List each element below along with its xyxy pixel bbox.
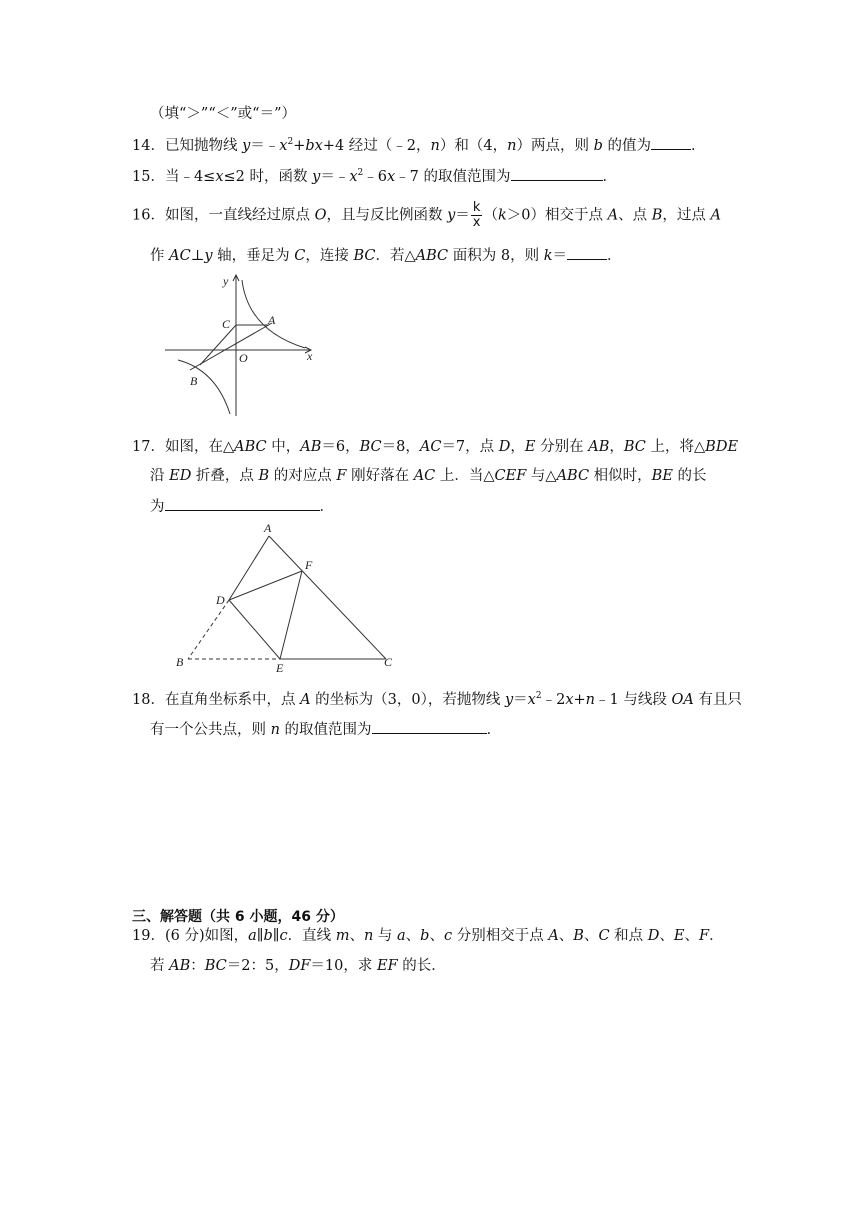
- q19-text: 、: [405, 928, 421, 944]
- var-C: C: [598, 928, 610, 944]
- q19-text: 、: [349, 928, 364, 944]
- q19-text: 、: [684, 928, 700, 944]
- var-BC: BC: [204, 958, 227, 974]
- q14-plus: +: [293, 138, 306, 154]
- var-D: D: [647, 928, 660, 944]
- q18-text: 的坐标为（3，0），若抛物线: [310, 692, 505, 708]
- var-b: b: [263, 928, 273, 944]
- parallel-symbol: ∥: [256, 928, 264, 944]
- q18-eq: ＝: [513, 692, 528, 708]
- var-BC: BC: [359, 439, 382, 455]
- q18-text: ﹣1 与线段: [595, 692, 672, 708]
- q16-text: ，连接: [305, 248, 354, 264]
- q19-text: ＝10，求: [310, 958, 377, 974]
- var-n: n: [363, 928, 374, 944]
- var-b: b: [593, 138, 603, 154]
- q17-text: ，: [609, 439, 624, 455]
- figure-hyperbola-graph: [160, 268, 330, 420]
- var-ED: ED: [169, 468, 192, 484]
- question-number: 16．: [132, 207, 165, 224]
- var-AC: AC: [169, 248, 191, 264]
- var-ABC: ABC: [556, 468, 590, 484]
- var-D: D: [498, 439, 511, 455]
- var-ABC: ABC: [415, 248, 449, 264]
- answer-blank[interactable]: [651, 135, 691, 150]
- q15-text4: ﹣7 的取值范围为: [395, 169, 511, 185]
- var-AC: AC: [413, 468, 436, 484]
- q19-text: 若: [150, 958, 170, 974]
- answer-blank[interactable]: [372, 719, 487, 734]
- label-F: F: [305, 558, 313, 572]
- var-k: k: [543, 248, 553, 264]
- var-A: A: [710, 207, 721, 224]
- question-19-line-2: [150, 956, 446, 976]
- var-C: C: [294, 248, 306, 264]
- q15-text: 当﹣4≤: [164, 169, 216, 185]
- answer-blank[interactable]: [511, 166, 603, 181]
- figure-triangle-fold: [170, 518, 410, 674]
- question-19-line-1: [132, 926, 724, 946]
- parallel-symbol: ∥: [272, 928, 280, 944]
- var-E: E: [673, 928, 685, 944]
- var-n: n: [270, 722, 280, 738]
- q16-text: ，过点: [662, 207, 711, 224]
- label-x: x: [307, 349, 313, 363]
- var-x: x: [349, 169, 358, 185]
- var-B: B: [573, 928, 584, 944]
- perp-symbol: ⊥: [190, 248, 205, 264]
- var-ABC: ABC: [234, 439, 267, 455]
- var-DF: DF: [288, 958, 311, 974]
- var-a: a: [397, 928, 406, 944]
- q17-text: 与△: [526, 468, 557, 484]
- var-x: x: [314, 138, 323, 154]
- q14-eq: ＝﹣: [250, 138, 280, 154]
- var-AC: AC: [419, 439, 442, 455]
- fraction-k-over-x: [471, 201, 483, 230]
- var-n: n: [585, 692, 596, 708]
- var-x: x: [565, 692, 574, 708]
- var-x: x: [527, 692, 536, 708]
- var-b: b: [305, 138, 315, 154]
- q14-text2: +4 经过（﹣2，: [322, 138, 431, 154]
- var-a: a: [248, 928, 257, 944]
- q16-text: ，且与反比例函数: [326, 207, 448, 224]
- var-E: E: [524, 439, 536, 455]
- var-B: B: [258, 468, 270, 484]
- var-B: B: [651, 207, 663, 224]
- var-y: y: [242, 138, 251, 154]
- var-A: A: [548, 928, 559, 944]
- q17-text: ，: [510, 439, 525, 455]
- var-y: y: [447, 207, 456, 224]
- period: ．: [690, 138, 706, 154]
- question-16-line-1: [132, 201, 721, 230]
- var-EF: EF: [376, 958, 398, 974]
- var-BDE: BDE: [705, 439, 739, 455]
- fraction-numerator: k: [471, 201, 483, 216]
- var-m: m: [335, 928, 350, 944]
- q16-text: 、点: [618, 207, 652, 224]
- q19-text: 与: [373, 928, 398, 944]
- q18-text: 有且只: [693, 692, 742, 708]
- q17-text: ＝8，: [381, 439, 420, 455]
- var-c: c: [443, 928, 453, 944]
- question-17-line-1: [132, 437, 738, 457]
- var-c: c: [279, 928, 288, 944]
- var-BE: BE: [651, 468, 673, 484]
- period: ．: [607, 248, 622, 264]
- q19-text: ．: [709, 928, 724, 944]
- var-A: A: [300, 692, 311, 708]
- q17-text: 的对应点: [269, 468, 337, 484]
- q19-text: (6 分)如图，: [164, 928, 249, 944]
- q17-text: 的长: [672, 468, 707, 484]
- exponent: 2: [535, 691, 542, 702]
- var-OA: OA: [671, 692, 694, 708]
- q17-text: 分别在: [535, 439, 589, 455]
- question-18-line-2: [150, 719, 501, 740]
- q16-text: 作: [150, 248, 170, 264]
- hyperbola-branch-2: [178, 360, 230, 414]
- label-A: A: [268, 313, 276, 327]
- label-A: A: [264, 521, 272, 535]
- var-x: x: [386, 169, 396, 185]
- segment-AC: [269, 536, 386, 659]
- var-n: n: [507, 138, 517, 154]
- q19-text: ＝2：5，: [226, 958, 289, 974]
- var-AB: AB: [169, 958, 191, 974]
- question-16-line-2: [150, 245, 622, 266]
- comparison-hint: （填“＞”“＜”或“＝”）: [150, 106, 296, 122]
- exponent: 2: [287, 137, 294, 148]
- question-number: 19．: [132, 928, 165, 944]
- label-B: B: [176, 655, 184, 669]
- q19-text: 、: [583, 928, 599, 944]
- label-C: C: [384, 655, 393, 669]
- var-F: F: [699, 928, 710, 944]
- segment-DF: [229, 571, 302, 600]
- label-B: B: [190, 374, 198, 388]
- q19-text: 和点: [609, 928, 648, 944]
- q19-text: ．直线: [287, 928, 336, 944]
- q18-text: 有一个公共点，则: [150, 722, 271, 738]
- question-14: [132, 135, 705, 156]
- q16-text: 面积为 8，则: [448, 248, 544, 264]
- q17-text: 沿: [150, 468, 170, 484]
- var-y: y: [312, 169, 321, 185]
- q16-text: 轴，垂足为: [212, 248, 295, 264]
- label-y: y: [223, 274, 229, 288]
- q17-text: 中，: [266, 439, 301, 455]
- answer-blank[interactable]: [165, 496, 320, 511]
- question-number: 17．: [132, 439, 165, 455]
- var-y: y: [504, 692, 514, 708]
- q19-text: 、: [659, 928, 674, 944]
- fraction-denominator: x: [472, 215, 481, 230]
- q16-text: ＝: [552, 248, 568, 264]
- q17-text: 如图，在△: [164, 439, 235, 455]
- q16-eq: ＝: [455, 207, 470, 224]
- q17-text: 上，将△: [645, 439, 706, 455]
- q17-text: ＝7，点: [441, 439, 499, 455]
- q19-text: 的长．: [397, 958, 446, 974]
- var-CEF: CEF: [494, 468, 527, 484]
- q18-text: ﹣2: [541, 692, 566, 708]
- q14-text4: ）两点，则: [516, 138, 594, 154]
- var-n: n: [430, 138, 440, 154]
- question-17-line-2: [150, 466, 707, 486]
- question-number: 14．: [132, 138, 165, 154]
- question-number: 18．: [132, 692, 165, 708]
- question-15: [132, 166, 617, 187]
- q16-text: （: [483, 207, 498, 224]
- period: ．: [319, 499, 334, 515]
- var-BC: BC: [623, 439, 646, 455]
- q19-text: 、: [429, 928, 444, 944]
- var-y: y: [204, 248, 213, 264]
- label-E: E: [276, 661, 284, 674]
- segment-AD: [229, 536, 269, 600]
- q19-text: 分别相交于点: [452, 928, 549, 944]
- segment-EF: [280, 571, 302, 659]
- segment-DE: [229, 600, 280, 659]
- label-O: O: [239, 351, 248, 365]
- var-x: x: [279, 138, 288, 154]
- exponent: 2: [357, 168, 364, 179]
- var-x: x: [215, 169, 224, 185]
- question-number: 15．: [132, 169, 165, 185]
- q14-text: 已知抛物线: [164, 138, 243, 154]
- q17-text: ＝6，: [321, 439, 360, 455]
- label-C: C: [222, 317, 231, 331]
- question-17-line-3: [150, 496, 334, 517]
- var-O: O: [314, 207, 327, 224]
- label-D: D: [216, 593, 225, 607]
- var-AB: AB: [588, 439, 610, 455]
- q18-text: 的取值范围为: [279, 722, 372, 738]
- answer-blank[interactable]: [567, 245, 607, 260]
- q14-text5: 的值为: [602, 138, 651, 154]
- q15-text2: ≤2 时，函数: [223, 169, 313, 185]
- var-BC: BC: [353, 248, 376, 264]
- q17-text: 刚好落在: [346, 468, 414, 484]
- q15-text3: ﹣6: [363, 169, 387, 185]
- q14-text3: ）和（4，: [439, 138, 508, 154]
- q17-text: 上．当△: [435, 468, 495, 484]
- q17-text: 相似时，: [589, 468, 652, 484]
- section-heading: 三、解答题（共 6 小题，46 分）: [132, 909, 344, 925]
- q16-text: ＞0）相交于点: [506, 207, 608, 224]
- q19-text: 、: [558, 928, 574, 944]
- period: ．: [486, 722, 502, 738]
- var-F: F: [336, 468, 347, 484]
- question-18-line-1: [132, 690, 742, 710]
- period: ．: [602, 169, 617, 185]
- segment-BC: [200, 325, 236, 365]
- q16-text: ．若△: [375, 248, 416, 264]
- q18-text: 在直角坐标系中，点: [164, 692, 301, 708]
- q16-text: 如图，一直线经过原点: [164, 207, 315, 224]
- q17-text: 为: [150, 499, 165, 515]
- q18-plus: +: [573, 692, 586, 708]
- q17-text: 折叠，点: [191, 468, 259, 484]
- q15-eq: ＝﹣: [320, 169, 350, 185]
- var-AB: AB: [300, 439, 322, 455]
- var-k: k: [497, 207, 507, 224]
- var-A: A: [607, 207, 619, 224]
- segment-DB-dashed: [188, 600, 229, 659]
- q19-text: ：: [190, 958, 205, 974]
- var-b: b: [420, 928, 430, 944]
